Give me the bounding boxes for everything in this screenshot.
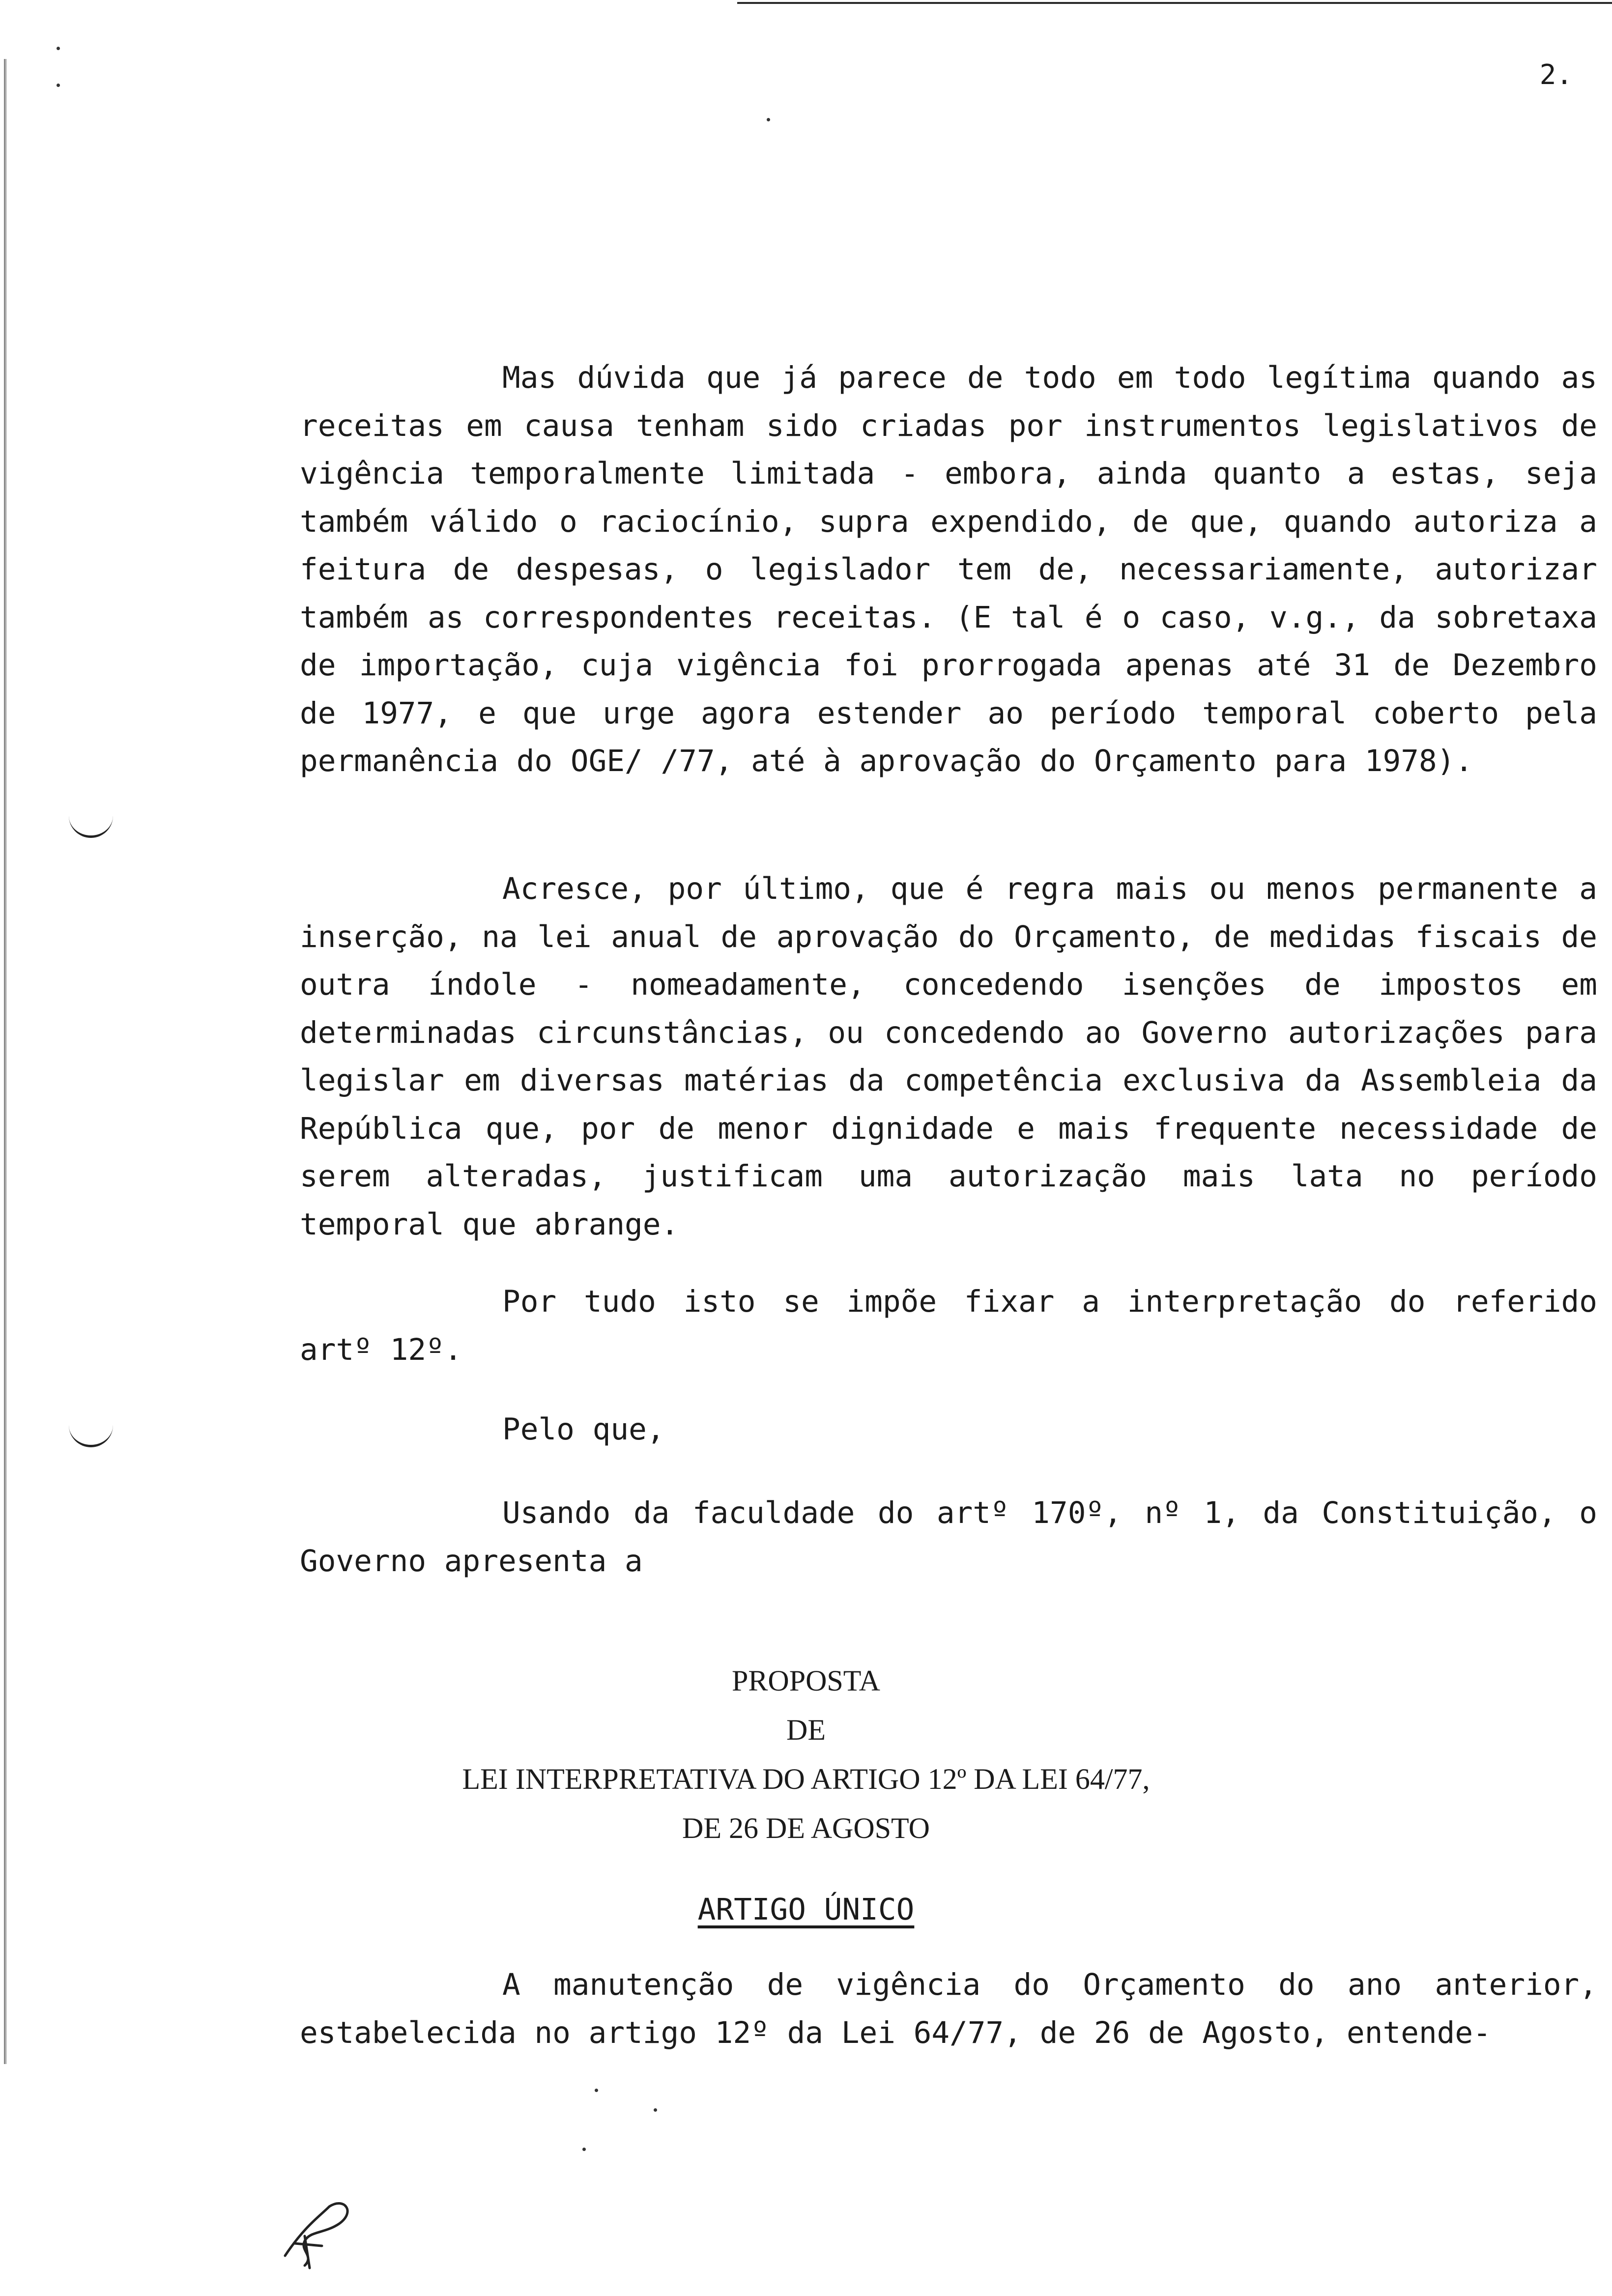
scan-speck <box>582 2148 586 2151</box>
proposal-title: PROPOSTA <box>732 1665 880 1697</box>
handwritten-initials <box>275 2197 364 2270</box>
scan-speck <box>767 118 770 121</box>
punch-hole-mark <box>69 1425 113 1447</box>
proposal-subject: LEI INTERPRETATIVA DO ARTIGO 12º DA LEI 64/77, <box>462 1763 1150 1795</box>
proposal-date: DE 26 DE AGOSTO <box>682 1812 930 1844</box>
scan-speck <box>57 84 60 87</box>
page-number: 2. <box>1539 59 1573 91</box>
scan-speck <box>595 2089 598 2092</box>
article-heading: ARTIGO ÚNICO <box>697 1892 915 1927</box>
body-paragraph-1: Mas dúvida que já parece de todo em todo legítima quando as receitas em causa tenham sido criadas por instrumentos legislativos de vigência temporalmente limitada - embora, ainda quanto a estas, seja também válido o raciocínio, supra expendido, de que, quando autoriza a feitura de despesas, o legislador tem de, necessariamente, autorizar também as correspondentes receitas. (E tal é o caso, v.g., da sobretaxa de importação, cuja vigência foi prorrogada apenas até 31 de Dezembro de 1977, e que urge agora estender ao período temporal coberto pela permanência do OGE/ /77, até à aprovação do Orçamento para 1978). <box>300 360 1597 778</box>
punch-hole-mark <box>69 816 113 838</box>
body-paragraph-3: Por tudo isto se impõe fixar a interpretação do referido artº 12º. <box>300 1284 1597 1367</box>
body-paragraph-2: Acresce, por último, que é regra mais ou menos permanente a inserção, na lei anual de aprovação do Orçamento, de medidas fiscais de outra índole - nomeadamente, concedendo isenções de impostos em determinadas circunstâncias, ou concedendo ao Governo autorizações para legislar em diversas matérias da competência exclusiva da Assembleia da República que, por de menor dignidade e mais frequente necessidade de serem alteradas, justificam uma autorização mais lata no período temporal que abrange. <box>300 871 1597 1242</box>
proposal-title-de: DE <box>786 1714 826 1746</box>
scan-speck <box>57 47 60 50</box>
article-paragraph: A manutenção de vigência do Orçamento do ano anterior, estabelecida no artigo 12º da Lei 64/77, de 26 de Agosto, entende- <box>300 1967 1597 2050</box>
scan-top-rule <box>737 2 1612 4</box>
body-paragraph-5: Usando da faculdade do artº 170º, nº 1, da Constituição, o Governo apresenta a <box>300 1495 1597 1578</box>
body-paragraph-4: Pelo que, <box>502 1412 665 1447</box>
scan-speck <box>654 2108 657 2112</box>
